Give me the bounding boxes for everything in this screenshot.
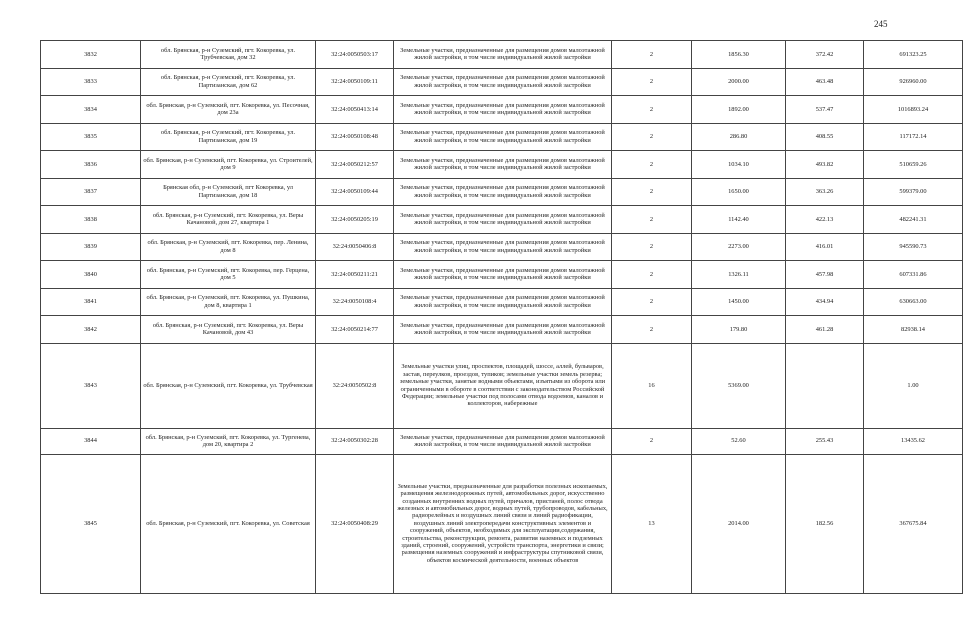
row-number-cell: 3839	[41, 233, 141, 261]
address-cell: обл. Брянская, р-н Суземский, пгт. Кокоревка, ул. Строителей, дом 9	[141, 151, 316, 179]
specific-value-cell: 434.94	[786, 288, 864, 316]
cadastral-value-cell: 945590.73	[864, 233, 963, 261]
land-use-cell: Земельные участки, предназначенные для размещения домов малоэтажной жилой застройки, в том числе индивидуальной жилой застройки	[394, 151, 612, 179]
table-row	[41, 288, 963, 316]
table-row	[41, 428, 963, 454]
address-cell: обл. Брянская, р-н Суземский, пгт. Кокоревка, ул. Трубчевская	[141, 343, 316, 428]
cadastral-number-cell: 32:24:0050502:8	[316, 343, 394, 428]
category-code-cell: 2	[612, 178, 692, 206]
area-cell: 286.80	[692, 123, 786, 151]
category-code-cell: 2	[612, 41, 692, 69]
address-cell: обл. Брянская, р-н Суземский, пгт. Кокоревка, ул. Веры Качановой, дом 27, квартира 1	[141, 206, 316, 234]
address-cell: обл. Брянская, р-н Суземский, пгт. Кокоревка, ул. Веры Качановой, дом 43	[141, 316, 316, 344]
land-use-cell: Земельные участки, предназначенные для размещения домов малоэтажной жилой застройки, в том числе индивидуальной жилой застройки	[394, 123, 612, 151]
cadastral-number-cell: 32:24:0050406:8	[316, 233, 394, 261]
specific-value-cell: 255.43	[786, 428, 864, 454]
cadastral-value-cell: 367675.84	[864, 454, 963, 593]
category-code-cell: 2	[612, 261, 692, 289]
table-row	[41, 68, 963, 96]
cadastral-value-cell: 510659.26	[864, 151, 963, 179]
land-registry-table	[40, 40, 963, 594]
land-use-cell: Земельные участки, предназначенные для размещения домов малоэтажной жилой застройки, в том числе индивидуальной жилой застройки	[394, 68, 612, 96]
cadastral-number-cell: 32:24:0050108:48	[316, 123, 394, 151]
area-cell: 1034.10	[692, 151, 786, 179]
area-cell: 1892.00	[692, 96, 786, 124]
category-code-cell: 2	[612, 428, 692, 454]
land-use-cell: Земельные участки, предназначенные для размещения домов малоэтажной жилой застройки, в том числе индивидуальной жилой застройки	[394, 288, 612, 316]
land-use-cell: Земельные участки, предназначенные для размещения домов малоэтажной жилой застройки, в том числе индивидуальной жилой застройки	[394, 316, 612, 344]
cadastral-value-cell: 1.00	[864, 343, 963, 428]
cadastral-number-cell: 32:24:0050413:14	[316, 96, 394, 124]
area-cell: 1856.30	[692, 41, 786, 69]
address-cell: обл. Брянская, р-н Суземский, пгт. Кокоревка, ул. Партизанская, дом 19	[141, 123, 316, 151]
row-number-cell: 3835	[41, 123, 141, 151]
table-row	[41, 96, 963, 124]
specific-value-cell: 461.28	[786, 316, 864, 344]
area-cell: 1326.11	[692, 261, 786, 289]
specific-value-cell: 416.01	[786, 233, 864, 261]
cadastral-value-cell: 82938.14	[864, 316, 963, 344]
cadastral-value-cell: 13435.62	[864, 428, 963, 454]
row-number-cell: 3841	[41, 288, 141, 316]
address-cell: обл. Брянская, р-н Суземский, пгт. Кокоревка, ул. Пушкина, дом 8, квартира 1	[141, 288, 316, 316]
cadastral-value-cell: 117172.14	[864, 123, 963, 151]
land-use-cell: Земельные участки, предназначенные для размещения домов малоэтажной жилой застройки, в том числе индивидуальной жилой застройки	[394, 428, 612, 454]
specific-value-cell: 537.47	[786, 96, 864, 124]
specific-value-cell: 463.48	[786, 68, 864, 96]
land-use-cell: Земельные участки, предназначенные для размещения домов малоэтажной жилой застройки, в том числе индивидуальной жилой застройки	[394, 206, 612, 234]
specific-value-cell: 408.55	[786, 123, 864, 151]
specific-value-cell: 372.42	[786, 41, 864, 69]
table-row	[41, 316, 963, 344]
land-use-cell: Земельные участки, предназначенные для разработки полезных ископаемых, размещения железнодорожных путей, автомобильных дорог, искусственно созданных внутренних водных путей, причалов, пристаней, полос отвода железных и автомобильных дорог, водных путей, трубопроводов, кабельных, радиорелейных и воздушных линий связи и линий радиофикации, воздушных линий электропередачи конструктивных элементов и сооружений, объектов, необходимых для эксплуатации,содержания, строительства, реконструкции, ремонта, развития наземных и подземных зданий, строений, сооружений, устройств транспорта, энергетики и связи; размещения наземных сооружений и инфраструктуры спутниковой связи, объектов космической деятельности, военных объектов	[394, 454, 612, 593]
cadastral-number-cell: 32:24:0050408:29	[316, 454, 394, 593]
land-use-cell: Земельные участки, предназначенные для размещения домов малоэтажной жилой застройки, в том числе индивидуальной жилой застройки	[394, 96, 612, 124]
area-cell: 1450.00	[692, 288, 786, 316]
area-cell: 52.60	[692, 428, 786, 454]
area-cell: 1650.00	[692, 178, 786, 206]
row-number-cell: 3832	[41, 41, 141, 69]
category-code-cell: 16	[612, 343, 692, 428]
cadastral-number-cell: 32:24:0050214:77	[316, 316, 394, 344]
specific-value-cell: 182.56	[786, 454, 864, 593]
specific-value-cell: 363.26	[786, 178, 864, 206]
specific-value-cell: 422.13	[786, 206, 864, 234]
cadastral-number-cell: 32:24:0050205:19	[316, 206, 394, 234]
row-number-cell: 3842	[41, 316, 141, 344]
specific-value-cell: 493.82	[786, 151, 864, 179]
address-cell: обл. Брянская, р-н Суземский, пгт. Кокоревка, ул. Советская	[141, 454, 316, 593]
cadastral-number-cell: 32:24:0050109:44	[316, 178, 394, 206]
area-cell: 2273.00	[692, 233, 786, 261]
address-cell: обл. Брянская, р-н Суземский, пгт. Кокоревка, пер. Ленина, дом 8	[141, 233, 316, 261]
row-number-cell: 3840	[41, 261, 141, 289]
cadastral-value-cell: 607331.86	[864, 261, 963, 289]
row-number-cell: 3837	[41, 178, 141, 206]
category-code-cell: 2	[612, 233, 692, 261]
category-code-cell: 13	[612, 454, 692, 593]
table-row	[41, 454, 963, 593]
address-cell: обл. Брянская, р-н Суземский, пгт. Кокоревка, ул. Тургенева, дом 20, квартира 2	[141, 428, 316, 454]
area-cell: 5369.00	[692, 343, 786, 428]
cadastral-number-cell: 32:24:0050211:21	[316, 261, 394, 289]
cadastral-number-cell: 32:24:0050108:4	[316, 288, 394, 316]
specific-value-cell	[786, 343, 864, 428]
land-use-cell: Земельные участки, предназначенные для размещения домов малоэтажной жилой застройки, в том числе индивидуальной жилой застройки	[394, 41, 612, 69]
category-code-cell: 2	[612, 316, 692, 344]
page-number: 245	[874, 19, 888, 29]
area-cell: 179.80	[692, 316, 786, 344]
area-cell: 2000.00	[692, 68, 786, 96]
address-cell: обл. Брянская, р-н Суземский, пгт. Кокоревка, пер. Герцена, дом 5	[141, 261, 316, 289]
table-row	[41, 233, 963, 261]
table-row	[41, 206, 963, 234]
area-cell: 1142.40	[692, 206, 786, 234]
table-row	[41, 41, 963, 69]
row-number-cell: 3833	[41, 68, 141, 96]
row-number-cell: 3845	[41, 454, 141, 593]
table-row	[41, 123, 963, 151]
category-code-cell: 2	[612, 96, 692, 124]
land-use-cell: Земельные участки, предназначенные для размещения домов малоэтажной жилой застройки, в том числе индивидуальной жилой застройки	[394, 178, 612, 206]
table-row	[41, 261, 963, 289]
cadastral-value-cell: 926960.00	[864, 68, 963, 96]
category-code-cell: 2	[612, 288, 692, 316]
cadastral-value-cell: 599379.00	[864, 178, 963, 206]
row-number-cell: 3834	[41, 96, 141, 124]
row-number-cell: 3836	[41, 151, 141, 179]
address-cell: Брянская обл, р-н Суземский, пгт Кокоревка, ул Партизанская, дом 18	[141, 178, 316, 206]
row-number-cell: 3844	[41, 428, 141, 454]
cadastral-value-cell: 482241.31	[864, 206, 963, 234]
land-use-cell: Земельные участки, предназначенные для размещения домов малоэтажной жилой застройки, в том числе индивидуальной жилой застройки	[394, 261, 612, 289]
specific-value-cell: 457.98	[786, 261, 864, 289]
table-row	[41, 178, 963, 206]
land-use-cell: Земельные участки, предназначенные для размещения домов малоэтажной жилой застройки, в том числе индивидуальной жилой застройки	[394, 233, 612, 261]
table-row	[41, 151, 963, 179]
category-code-cell: 2	[612, 123, 692, 151]
cadastral-value-cell: 691323.25	[864, 41, 963, 69]
address-cell: обл. Брянская, р-н Суземский, пгт. Кокоревка, ул. Трубчевская, дом 32	[141, 41, 316, 69]
cadastral-number-cell: 32:24:0050302:28	[316, 428, 394, 454]
land-use-cell: Земельные участки улиц, проспектов, площадей, шоссе, аллей, бульваров, застав, переулков, проездов, тупиков; земельные участки земель резерва; земельные участки, занятые водными объектами, изъятыми из оборота или ограниченными в обороте в соответствии с законодательством Российской Федерации; земельные участки под полосами отвода водоемов, каналов и коллекторов, набережные	[394, 343, 612, 428]
cadastral-number-cell: 32:24:0050109:11	[316, 68, 394, 96]
table-row	[41, 343, 963, 428]
category-code-cell: 2	[612, 206, 692, 234]
cadastral-value-cell: 630663.00	[864, 288, 963, 316]
category-code-cell: 2	[612, 151, 692, 179]
address-cell: обл. Брянская, р-н Суземский, пгт. Кокоревка, ул. Песочная, дом 23а	[141, 96, 316, 124]
area-cell: 2014.00	[692, 454, 786, 593]
cadastral-value-cell: 1016893.24	[864, 96, 963, 124]
address-cell: обл. Брянская, р-н Суземский, пгт. Кокоревка, ул. Партизанская, дом 62	[141, 68, 316, 96]
cadastral-number-cell: 32:24:0050212:57	[316, 151, 394, 179]
category-code-cell: 2	[612, 68, 692, 96]
cadastral-number-cell: 32:24:0050503:17	[316, 41, 394, 69]
row-number-cell: 3843	[41, 343, 141, 428]
row-number-cell: 3838	[41, 206, 141, 234]
